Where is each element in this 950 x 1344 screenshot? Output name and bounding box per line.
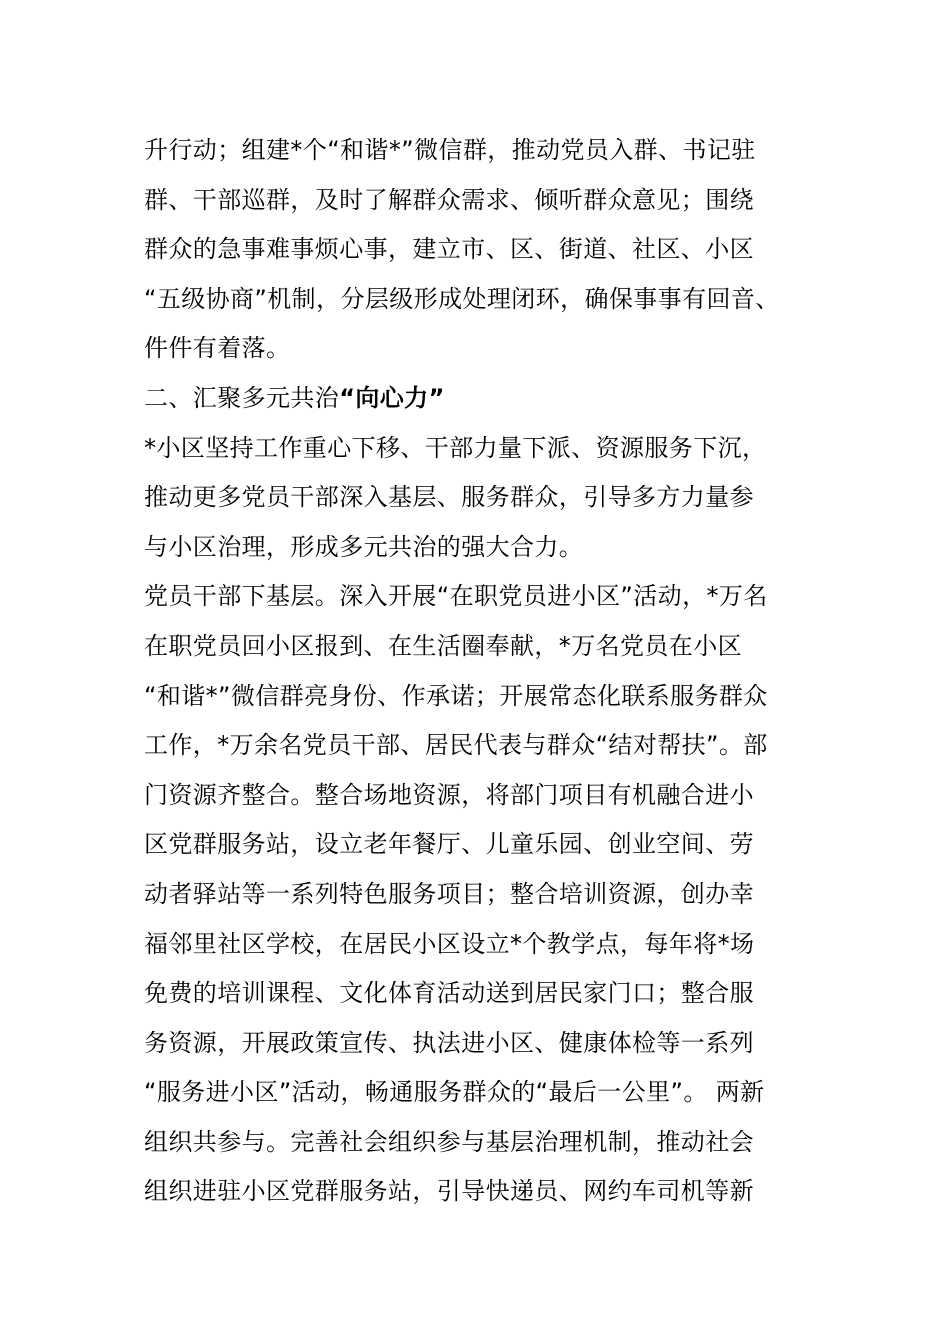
text-line: *小区坚持工作重心下移、干部力量下派、资源服务下沉，: [144, 433, 767, 462]
text-line: 门资源齐整合。整合场地资源，将部门项目有机融合进小: [144, 780, 754, 809]
text-line: 与小区治理，形成多元共治的强大合力。: [144, 532, 584, 561]
text-line: 件件有着落。: [144, 334, 291, 363]
text-line: 免费的培训课程、文化体育活动送到居民家门口；整合服: [144, 979, 754, 1008]
text-line: “五级协商”机制，分层级形成处理闭环，确保事事有回音、: [144, 284, 780, 313]
text-line: 组织进驻小区党群服务站，引导快递员、网约车司机等新: [144, 1177, 754, 1206]
text-line: 群、干部巡群，及时了解群众需求、倾听群众意见；围绕: [144, 185, 754, 214]
text-line: 组织共参与。完善社会组织参与基层治理机制，推动社会: [144, 1127, 754, 1156]
text-line: 区党群服务站，设立老年餐厅、儿童乐园、创业空间、劳: [144, 830, 754, 859]
text-line: 务资源，开展政策宣传、执法进小区、健康体检等一系列: [144, 1028, 754, 1057]
text-line: 党员干部下基层。深入开展“在职党员进小区”活动，*万名: [144, 582, 768, 611]
text-line: 动者驿站等一系列特色服务项目；整合培训资源，创办幸: [144, 879, 754, 908]
text-line: 推动更多党员干部深入基层、服务群众，引导多方力量参: [144, 483, 754, 512]
text-line: “服务进小区”活动，畅通服务群众的“最后一公里”。 两新: [144, 1078, 765, 1107]
text-line: “和谐*”微信群亮身份、作承诺；开展常态化联系服务群众: [144, 681, 768, 710]
text-line: 升行动；组建*个“和谐*”微信群，推动党员入群、书记驻: [144, 136, 756, 164]
section-heading: [144, 374, 844, 424]
section-heading-emphasis: “向心力”: [339, 383, 445, 412]
body-text: [144, 126, 844, 1217]
text-line: 在职党员回小区报到、在生活圈奉献，*万名党员在小区: [144, 631, 742, 660]
text-line: 福邻里社区学校，在居民小区设立*个教学点，每年将*场: [144, 929, 755, 958]
text-line: 群众的急事难事烦心事，建立市、区、街道、社区、小区: [144, 235, 754, 264]
section-heading-prefix: 二、汇聚多元共治: [144, 383, 340, 412]
text-line: 工作，*万余名党员干部、居民代表与群众“结对帮扶”。部: [144, 731, 768, 760]
